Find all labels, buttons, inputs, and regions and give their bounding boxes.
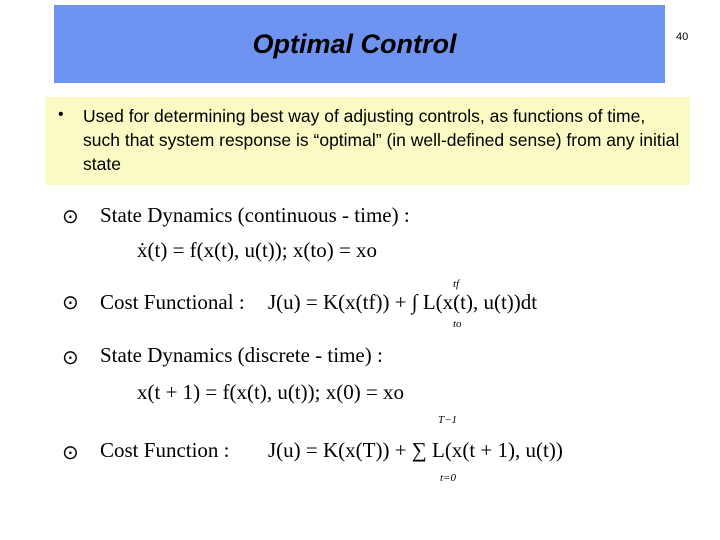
item-1-equation: ẋ(t) = f(x(t), u(t)); x(to) = xo: [137, 238, 378, 262]
item-4-label: Cost Function :: [100, 438, 230, 462]
bullet-icon: •: [58, 106, 64, 123]
sum-upper-limit: T−1: [438, 414, 458, 426]
integral-lower-limit: to: [453, 318, 462, 330]
integral-upper-limit: tf: [453, 278, 460, 290]
item-1-label: State Dynamics (continuous - time) :: [100, 203, 410, 227]
page-number: 40: [676, 31, 689, 43]
sum-lower-limit: t=0: [440, 472, 456, 484]
item-3-equation: x(t + 1) = f(x(t), u(t)); x(0) = xo: [137, 380, 405, 404]
item-3-label: State Dynamics (discrete - time) :: [100, 343, 383, 367]
slide-title: Optimal Control: [252, 28, 457, 59]
item-2-label: Cost Functional :: [100, 290, 245, 314]
item-4-bullet-icon: ⊙: [62, 442, 79, 464]
item-4-equation: J(u) = K(x(T)) + ∑ L(x(t + 1), u(t)): [268, 438, 563, 462]
item-2-equation: J(u) = K(x(tf)) + ∫ L(x(t), u(t))dt: [268, 290, 538, 314]
item-1-bullet-icon: ⊙: [62, 206, 79, 228]
item-3-bullet-icon: ⊙: [62, 347, 79, 369]
title-banner: [54, 5, 665, 83]
item-2-bullet-icon: ⊙: [62, 292, 79, 314]
bullet-text: Used for determining best way of adjusting controls, as functions of time, such that system response is “optimal” (in well-defined sense) from any initial state: [83, 106, 680, 174]
